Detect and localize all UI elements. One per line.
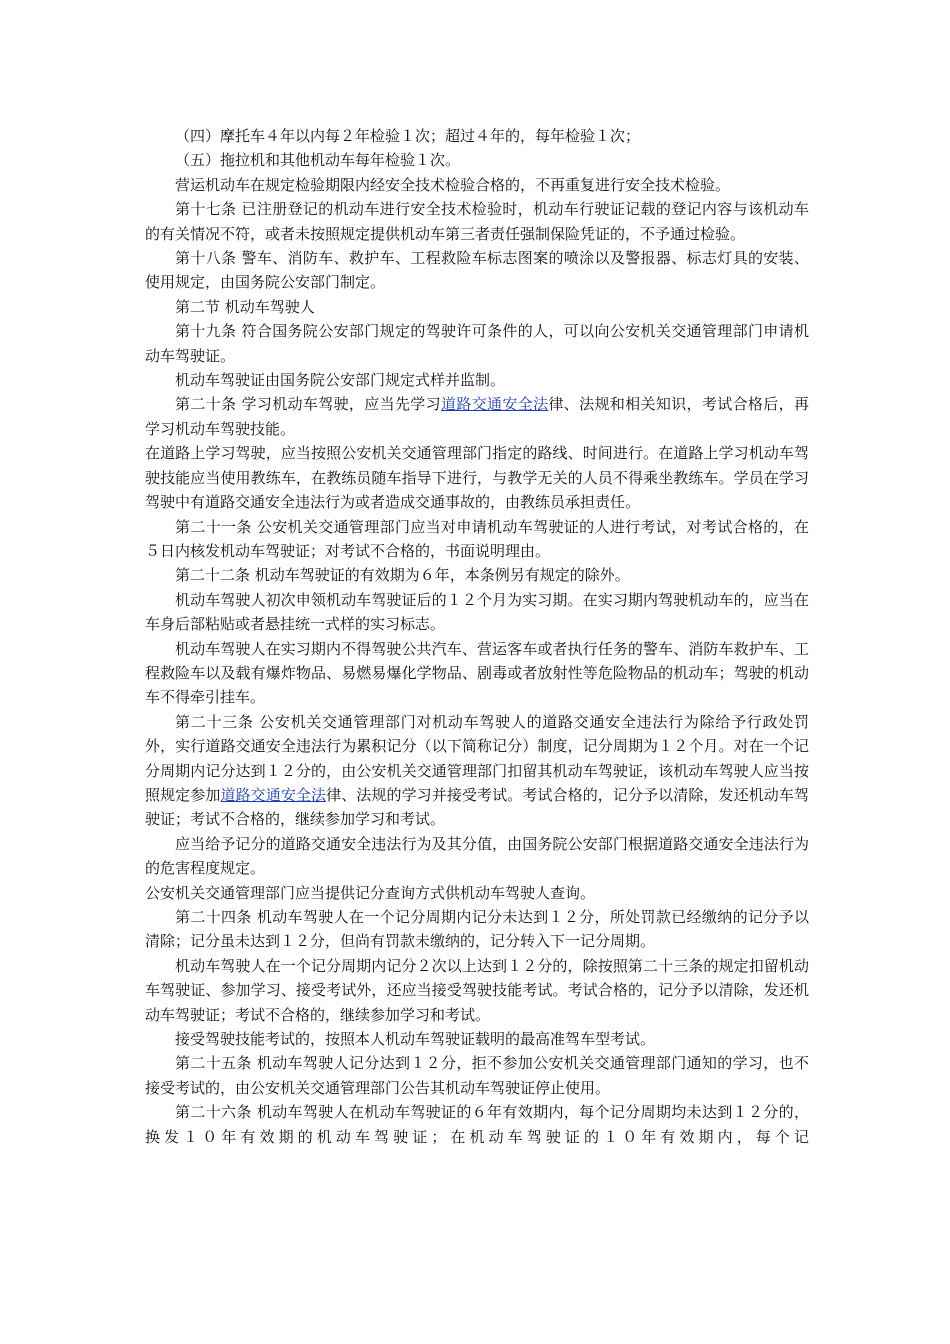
paragraph	[145, 1051, 809, 1100]
paragraph-text: 第二十二条 机动车驾驶证的有效期为６年，本条例另有规定的除外。	[175, 566, 630, 585]
paragraph	[145, 197, 809, 246]
paragraph	[145, 319, 809, 368]
paragraph	[145, 637, 809, 710]
paragraph-text: 第二十条 学习机动车驾驶，应当先学习	[175, 395, 441, 414]
paragraph	[145, 1027, 809, 1051]
paragraph-text: （四）摩托车４年以内每２年检验１次；超过４年的，每年检验１次；	[175, 127, 641, 145]
paragraph	[145, 246, 809, 295]
paragraph	[145, 295, 809, 319]
paragraph-text: 第二节 机动车驾驶人	[175, 297, 315, 316]
paragraph-text: 公安机关交通管理部门应当提供记分查询方式供机动车驾驶人查询。	[145, 883, 596, 902]
paragraph-text: 第十九条 符合国务院公安部门规定的驾驶许可条件的人，可以向公安机关交通管理部门申请机动车驾驶证。	[145, 322, 809, 365]
paragraph-text: 机动车驾驶人在一个记分周期内记分２次以上达到１２分的，除按照第二十三条的规定扣留机动车驾驶证、参加学习、接受考试外，还应当接受驾驶技能考试。考试合格的，记分予以清除，发还机动车驾驶证；考试不合格的，继续参加学习和考试。	[145, 956, 809, 1024]
paragraph-text: 律、法规的学习并接受考试。考试合格的，记分予以清除，发还机动车驾驶证；考试不合格的，继续参加学习和考试。	[145, 785, 809, 829]
paragraph-text: 机动车驾驶证由国务院公安部门规定式样并监制。	[175, 371, 506, 390]
paragraph	[145, 368, 809, 392]
paragraph-text: 第十七条 已注册登记的机动车进行安全技术检验时，机动车行驶证记载的登记内容与该机动车的有关情况不符，或者未按照规定提供机动车第三者责任强制保险凭证的，不予通过检验。	[145, 200, 809, 243]
paragraph-text: 第二十五条 机动车驾驶人记分达到１２分，拒不参加公安机关交通管理部门通知的学习，也不接受考试的，由公安机关交通管理部门公告其机动车驾驶证停止使用。	[145, 1054, 809, 1097]
paragraph	[145, 392, 809, 441]
paragraph-text: 应当给予记分的道路交通安全违法行为及其分值，由国务院公安部门根据道路交通安全违法行为的危害程度规定。	[145, 834, 809, 878]
law-link[interactable]: 道路交通安全法	[220, 785, 327, 804]
paragraph	[145, 881, 809, 905]
paragraph-text: 接受驾驶技能考试的，按照本人机动车驾驶证载明的最高准驾车型考试。	[175, 1030, 656, 1049]
paragraph	[145, 563, 809, 587]
paragraph	[145, 905, 809, 954]
paragraph-text: 机动车驾驶人在实习期内不得驾驶公共汽车、营运客车或者执行任务的警车、消防车救护车、工程救险车以及载有爆炸物品、易燃易爆化学物品、剧毒或者放射性等危险物品的机动车；驾驶的机动车不得牵引挂车。	[145, 639, 809, 707]
paragraph-text: 营运机动车在规定检验期限内经安全技术检验合格的，不再重复进行安全技术检验。	[175, 175, 731, 194]
paragraph	[145, 515, 809, 564]
paragraph	[145, 1100, 809, 1149]
paragraph	[145, 588, 809, 637]
paragraph-text: 在道路上学习驾驶，应当按照公安机关交通管理部门指定的路线、时间进行。在道路上学习机动车驾驶技能应当使用教练车，在教练员随车指导下进行，与教学无关的人员不得乘坐教练车。学员在学习驾驶中有道路交通安全违法行为或者造成交通事故的，由教练员承担责任。	[145, 444, 809, 512]
paragraph-text: 第二十四条 机动车驾驶人在一个记分周期内记分未达到１２分，所处罚款已经缴纳的记分予以清除；记分虽未达到１２分，但尚有罚款未缴纳的，记分转入下一记分周期。	[145, 908, 809, 951]
law-link[interactable]: 道路交通安全法	[441, 395, 549, 414]
paragraph	[145, 148, 809, 172]
paragraph-text: 第二十六条 机动车驾驶人在机动车驾驶证的６年有效期内，每个记分周期均未达到１２分的，换发１０年有效期的机动车驾驶证；在机动车驾驶证的１０年有效期内，每个记	[145, 1103, 809, 1146]
paragraph	[145, 441, 809, 514]
document-page	[145, 124, 809, 1149]
paragraph	[145, 124, 809, 148]
paragraph	[145, 954, 809, 1027]
paragraph-text: 律、法规和相关知识，考试合格后，再学习机动车驾驶技能。	[145, 395, 809, 438]
paragraph-text: 第二十三条 公安机关交通管理部门对机动车驾驶人的道路交通安全违法行为除给予行政处罚外，实行道路交通安全违法行为累积记分（以下简称记分）制度，记分周期为１２个月。对在一个记分周期内记分达到１２分的，由公安机关交通管理部门扣留其机动车驾驶证，该机动车驾驶人应当按照规定参加	[145, 712, 809, 804]
paragraph-text: 第十八条 警车、消防车、救护车、工程救险车标志图案的喷涂以及警报器、标志灯具的安装、使用规定，由国务院公安部门制定。	[145, 249, 809, 292]
paragraph	[145, 173, 809, 197]
paragraph-text: （五）拖拉机和其他机动车每年检验１次。	[175, 151, 461, 170]
paragraph	[145, 710, 809, 832]
paragraph	[145, 832, 809, 881]
paragraph-text: 机动车驾驶人初次申领机动车驾驶证后的１２个月为实习期。在实习期内驾驶机动车的，应当在车身后部粘贴或者悬挂统一式样的实习标志。	[145, 590, 809, 634]
paragraph-text: 第二十一条 公安机关交通管理部门应当对申请机动车驾驶证的人进行考试，对考试合格的，在５日内核发机动车驾驶证；对考试不合格的，书面说明理由。	[145, 517, 809, 560]
